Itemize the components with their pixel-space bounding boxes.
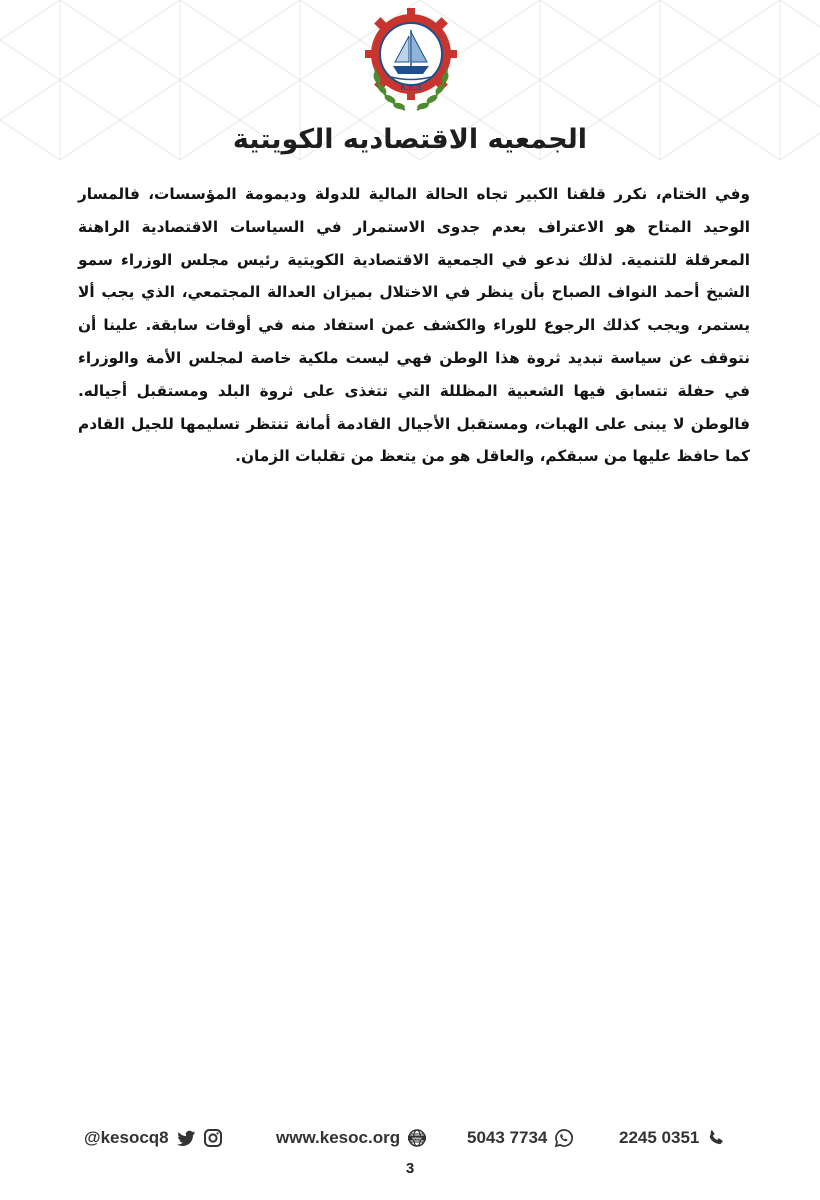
phone-group[interactable] <box>619 1128 726 1148</box>
social-handle-group[interactable] <box>84 1128 223 1148</box>
logo-text: K.E.S <box>400 83 422 92</box>
svg-text:www: www <box>412 1135 422 1141</box>
twitter-icon[interactable] <box>176 1128 196 1148</box>
mobile-number[interactable]: 5043 7734 <box>467 1128 548 1147</box>
globe-icon <box>407 1128 427 1148</box>
social-handle[interactable]: @kesocq8 <box>84 1128 169 1147</box>
website-link[interactable]: www.kesoc.org <box>276 1128 401 1147</box>
phone-icon <box>706 1128 726 1148</box>
footer <box>0 1120 820 1160</box>
website-group[interactable] <box>276 1128 427 1148</box>
whatsapp-icon <box>554 1128 574 1148</box>
page-number: 3 <box>405 1160 415 1177</box>
body-paragraph: وفي الختام، نكرر قلقنا الكبير تجاه الحالة المالية للدولة وديمومة المؤسسات، فالمسار الوحيد المتاح هو الاعتراف بعدم جدوى الاستمرار في السياسات الاقتصادية الراهنة المعرقلة للتنمية. لذلك ندعو في الجمعية الاقتصادية الكويتية رئيس مجلس الوزراء سمو الشيخ أحمد النواف الصباح بأن ينظر في الاختلال بميزان العدالة المجتمعي، الذي يجب ألا يستمر، ويجب كذلك الرجوع للوراء والكشف عمن استفاد منه في أوقات سابقة. علينا أن نتوقف عن سياسة تبديد ثروة هذا الوطن فهي ليست ملكية خاصة لمجلس الأمة والوزراء في حفلة تتسابق فيها الشعبية المظللة التي تتغذى على ثروة البلد ومستقبل أجياله. فالوطن لا يبنى على الهبات، ومستقبل الأجيال القادمة أمانة تنتظر تسليمها للجيل القادم كما حافظ عليها من سبقكم، والعاقل هو من يتعظ من تقلبات الزمان. <box>78 185 750 466</box>
kes-logo <box>365 8 457 120</box>
mobile-group[interactable] <box>467 1128 574 1148</box>
organization-name: الجمعيه الاقتصاديه الكويتية <box>232 124 588 155</box>
phone-number[interactable]: 2245 0351 <box>619 1128 700 1147</box>
instagram-icon[interactable] <box>203 1128 223 1148</box>
